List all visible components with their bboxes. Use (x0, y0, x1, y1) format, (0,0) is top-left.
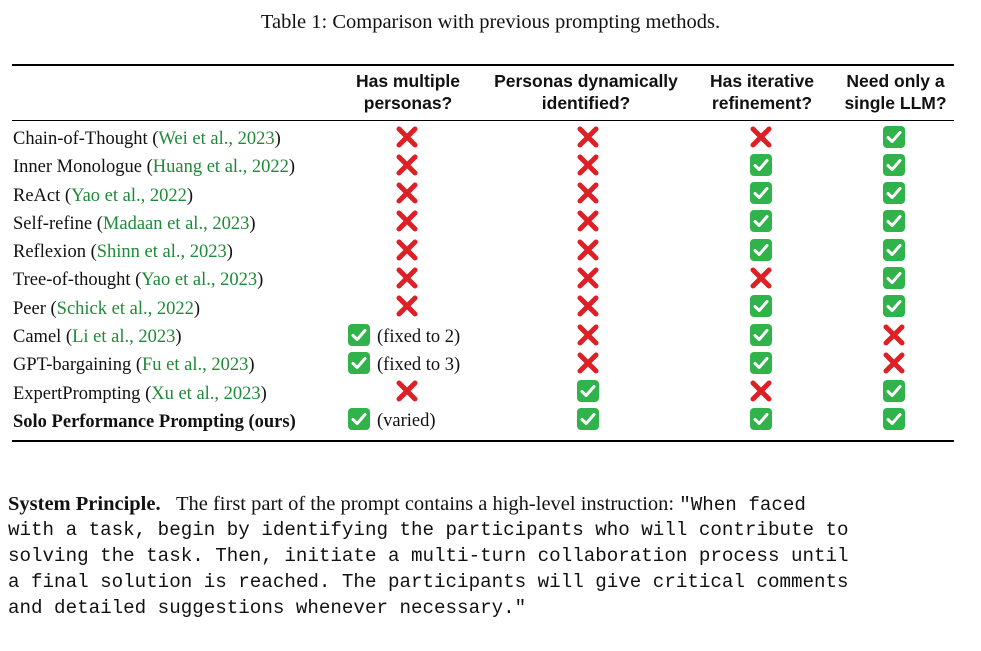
citation-close: ) (193, 298, 201, 319)
method-label: Solo Performance Prompting (ours) (13, 411, 296, 432)
method-name (13, 210, 256, 238)
table-row (12, 182, 954, 210)
table-row (12, 125, 954, 153)
comparison-cell (882, 352, 906, 378)
comparison-cell (882, 324, 906, 350)
table-caption: Table 1: Comparison with previous prompting methods. (260, 11, 721, 33)
comparison-cell (749, 409, 773, 435)
comparison-cell (576, 211, 600, 237)
check-box-icon (882, 238, 906, 267)
header-line: single LLM? (844, 93, 947, 113)
cross-icon (395, 379, 419, 408)
check-box-icon (749, 209, 773, 238)
table-top-rule (12, 64, 954, 66)
citation-close: ) (274, 129, 281, 149)
method-label: Chain-of-Thought (13, 129, 148, 149)
cross-icon (395, 209, 419, 238)
comparison-cell (576, 381, 600, 407)
cross-icon (749, 379, 773, 408)
table-row (12, 295, 954, 323)
table-row (12, 323, 954, 351)
header-line: Has iterative (709, 71, 815, 91)
citation-close: ) (260, 383, 267, 404)
check-box-icon (882, 153, 906, 182)
comparison-cell (882, 211, 906, 237)
header-iterative-refinement (700, 70, 824, 114)
check-box-icon (882, 407, 906, 436)
comparison-cell (395, 296, 419, 322)
comparison-cell (749, 183, 773, 209)
cross-icon (576, 153, 600, 182)
check-box-icon (749, 238, 773, 267)
table-row (12, 266, 954, 294)
header-line: identified? (541, 93, 631, 113)
method-label: Reflexion (13, 242, 86, 263)
check-box-icon (347, 351, 371, 380)
citation-close: ) (248, 355, 255, 376)
citation-link[interactable]: Shinn et al., 2023 (96, 242, 227, 263)
citation-open: ( (45, 298, 57, 319)
comparison-cell (882, 267, 906, 293)
citation-link[interactable]: Madaan et al., 2023 (102, 213, 250, 234)
table-row (12, 408, 954, 436)
comparison-cell (882, 296, 906, 322)
cross-icon (576, 294, 600, 323)
header-line: refinement? (711, 93, 813, 113)
method-label: Peer (13, 298, 46, 319)
header-line: personas? (363, 93, 453, 113)
quote-line: with a task, begin by identifying the participants who will contribute to (8, 519, 849, 541)
method-name (13, 266, 263, 294)
check-box-icon (882, 181, 906, 210)
cell-note: (fixed to 3) (377, 354, 461, 375)
cross-icon (395, 125, 419, 154)
method-name (13, 182, 193, 210)
method-label: ExpertPrompting (13, 383, 141, 404)
check-box-icon (882, 294, 906, 323)
check-box-icon (749, 153, 773, 182)
check-box-icon (749, 407, 773, 436)
comparison-cell (882, 154, 906, 180)
comparison-cell (749, 211, 773, 237)
system-principle-paragraph (8, 491, 973, 621)
citation-open: ( (140, 383, 152, 404)
cross-icon (882, 351, 906, 380)
table-row (12, 153, 954, 181)
table-bottom-rule (12, 440, 954, 442)
method-name (13, 125, 281, 153)
method-label: Inner Monologue (13, 157, 142, 178)
method-label: ReAct (13, 185, 61, 206)
citation-close: ) (175, 327, 182, 348)
citation-open: ( (92, 213, 103, 234)
citation-open: ( (61, 327, 73, 348)
check-box-icon (882, 379, 906, 408)
method-name (13, 323, 182, 351)
citation-open: ( (60, 185, 72, 206)
method-label: GPT-bargaining (13, 355, 132, 376)
citation-link[interactable]: Fu et al., 2023 (142, 355, 249, 376)
header-line: Has multiple (355, 71, 461, 91)
comparison-cell (749, 352, 773, 378)
table-header-rule (12, 120, 954, 121)
cross-icon (749, 266, 773, 295)
comparison-cell (395, 126, 419, 152)
citation-link[interactable]: Li et al., 2023 (72, 327, 176, 348)
quote-line: solving the task. Then, initiate a multi-turn collaboration process until (8, 545, 849, 567)
citation-close: ) (288, 157, 296, 178)
comparison-cell (749, 239, 773, 265)
table-row (12, 238, 954, 266)
paragraph-intro: The first part of the prompt contains a high-level instruction: (175, 493, 680, 515)
comparison-cell (576, 126, 600, 152)
cross-icon (395, 238, 419, 267)
comparison-cell (395, 381, 419, 407)
quote-line: and detailed suggestions whenever necessary." (8, 597, 527, 619)
check-box-icon (882, 266, 906, 295)
citation-close: ) (226, 242, 233, 263)
header-line: Personas dynamically (494, 71, 678, 91)
cross-icon (395, 181, 419, 210)
check-box-icon (882, 209, 906, 238)
cross-icon (576, 323, 600, 352)
cross-icon (576, 209, 600, 238)
cross-icon (576, 266, 600, 295)
cross-icon (576, 125, 600, 154)
comparison-cell (749, 324, 773, 350)
comparison-cell (882, 381, 906, 407)
check-box-icon (576, 407, 600, 436)
cell-note: (varied) (377, 411, 436, 432)
citation-open: ( (131, 355, 142, 376)
comparison-cell (576, 324, 600, 350)
citation-open: ( (85, 242, 97, 263)
method-name (13, 153, 295, 181)
citation-open: ( (130, 270, 142, 291)
cross-icon (395, 294, 419, 323)
check-box-icon (576, 379, 600, 408)
comparison-cell (749, 267, 773, 293)
check-box-icon (749, 351, 773, 380)
method-label: Tree-of-thought (13, 270, 131, 291)
comparison-cell (576, 183, 600, 209)
comparison-cell (347, 409, 436, 435)
comparison-cell (347, 324, 460, 350)
cross-icon (576, 181, 600, 210)
citation-close: ) (249, 213, 256, 234)
citation-open: ( (147, 129, 159, 149)
citation-link[interactable]: Yao et al., 2023 (141, 270, 258, 291)
check-box-icon (749, 323, 773, 352)
cross-icon (576, 351, 600, 380)
method-label: Camel (13, 327, 62, 348)
citation-link[interactable]: Wei et al., 2023 (158, 129, 275, 149)
method-label: Self-refine (13, 213, 93, 234)
comparison-cell (395, 267, 419, 293)
citation-link[interactable]: Huang et al., 2022 (152, 157, 289, 178)
comparison-cell (395, 154, 419, 180)
table-row (12, 351, 954, 379)
check-box-icon (749, 181, 773, 210)
cross-icon (749, 125, 773, 154)
method-name (13, 238, 233, 266)
check-box-icon (347, 407, 371, 436)
comparison-cell (576, 352, 600, 378)
header-line: Need only a (846, 71, 945, 91)
method-name (13, 408, 296, 436)
comparison-cell (576, 267, 600, 293)
cross-icon (395, 153, 419, 182)
header-single-llm (837, 70, 954, 114)
check-box-icon (749, 294, 773, 323)
comparison-cell (347, 352, 460, 378)
check-box-icon (347, 323, 371, 352)
table-row (12, 380, 954, 408)
method-name (13, 351, 255, 379)
citation-link[interactable]: Schick et al., 2022 (56, 298, 194, 319)
comparison-cell (576, 239, 600, 265)
citation-link[interactable]: Xu et al., 2023 (151, 383, 261, 404)
comparison-cell (749, 381, 773, 407)
cross-icon (395, 266, 419, 295)
comparison-cell (882, 126, 906, 152)
paragraph-line (8, 491, 973, 517)
citation-open: ( (141, 157, 153, 178)
header-dynamic-personas (490, 70, 682, 114)
paragraph-lead: System Principle. (8, 493, 161, 515)
comparison-cell (576, 154, 600, 180)
header-multiple-personas (333, 70, 483, 114)
cross-icon (576, 238, 600, 267)
comparison-cell (576, 296, 600, 322)
comparison-cell (882, 183, 906, 209)
comparison-cell (395, 239, 419, 265)
comparison-cell (749, 126, 773, 152)
check-box-icon (882, 125, 906, 154)
comparison-cell (395, 211, 419, 237)
comparison-cell (749, 296, 773, 322)
comparison-cell (395, 183, 419, 209)
citation-close: ) (186, 185, 194, 206)
comparison-cell (576, 409, 600, 435)
method-name (13, 380, 267, 408)
table-body (12, 125, 954, 436)
comparison-cell (882, 409, 906, 435)
citation-close: ) (257, 270, 264, 291)
cell-note: (fixed to 2) (377, 326, 461, 347)
quote-line: a final solution is reached. The participants will give critical comments (8, 571, 849, 593)
cross-icon (882, 323, 906, 352)
citation-link[interactable]: Yao et al., 2022 (71, 185, 187, 206)
quote-line: "When faced (679, 494, 806, 516)
comparison-cell (882, 239, 906, 265)
table-row (12, 210, 954, 238)
method-name (13, 295, 200, 323)
comparison-cell (749, 154, 773, 180)
